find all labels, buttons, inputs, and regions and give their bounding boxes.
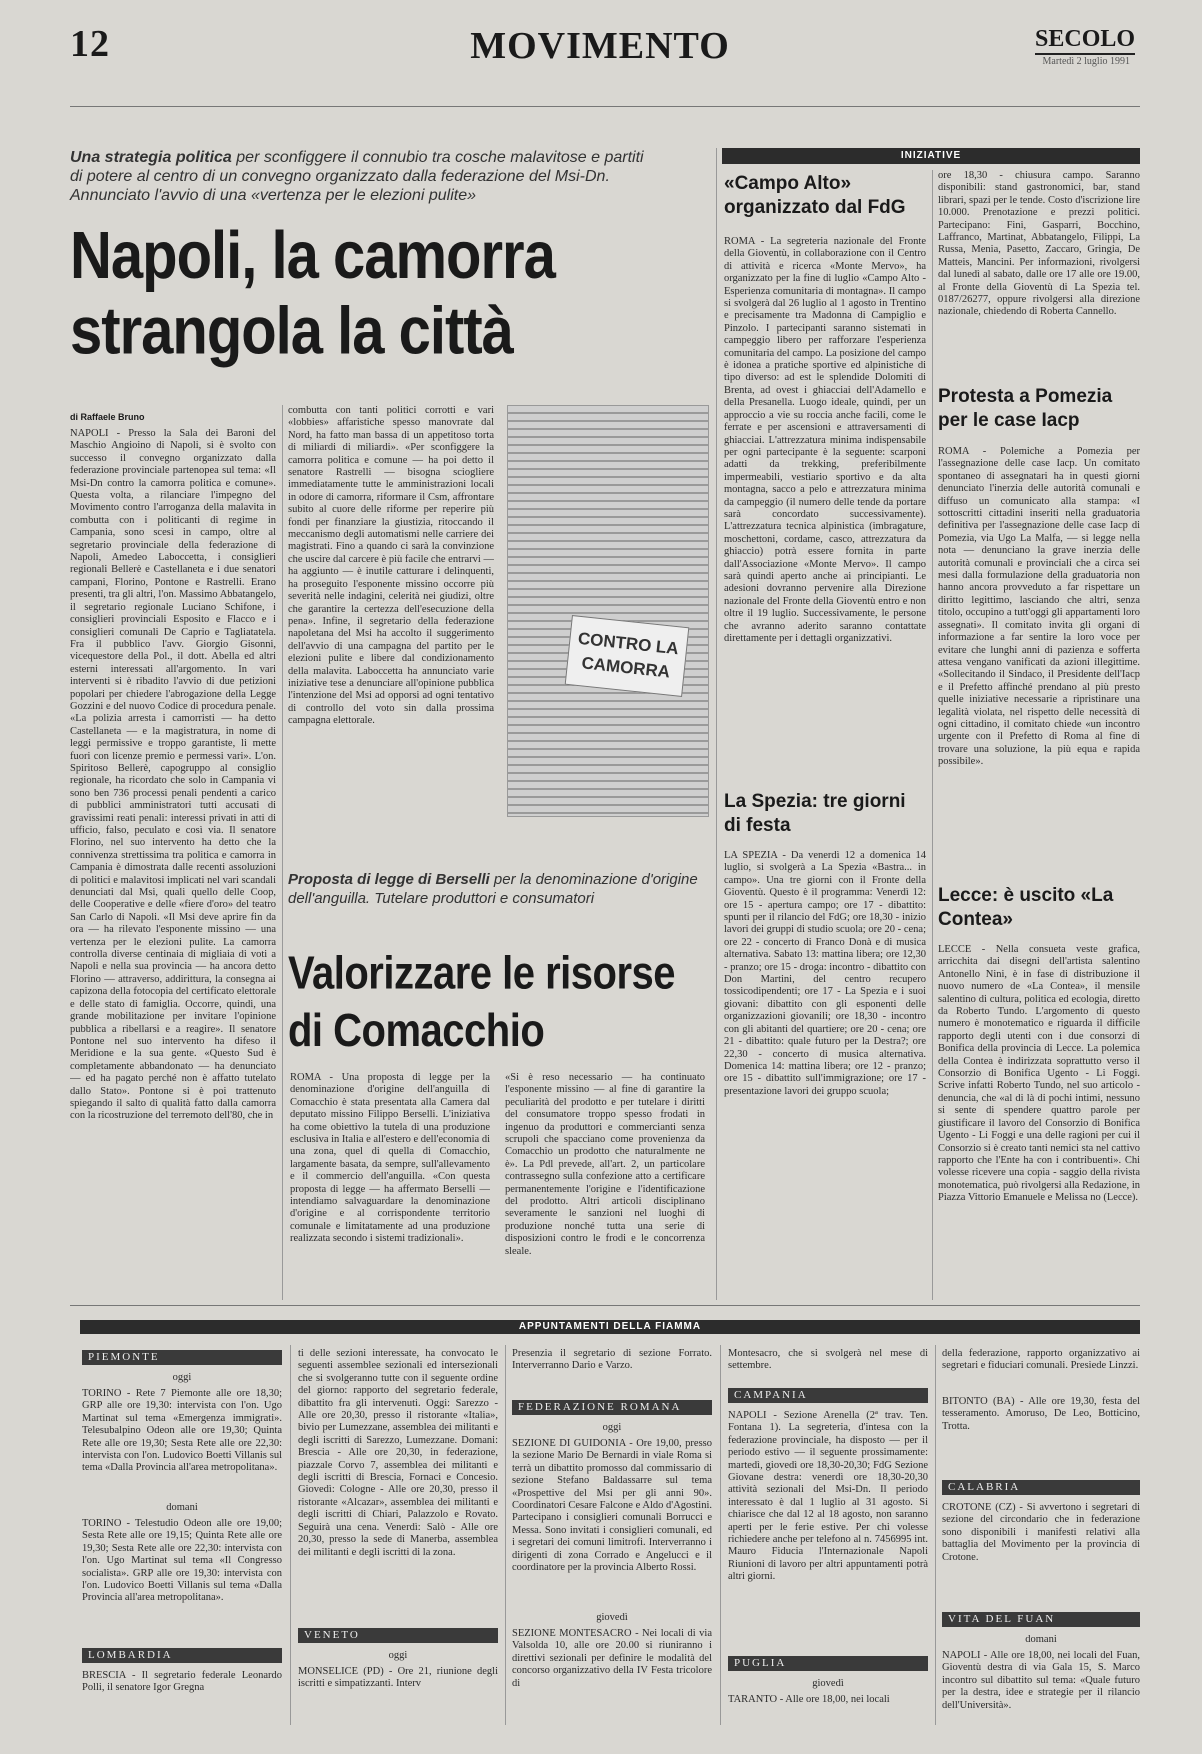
lecce-text: LECCE - Nella consueta veste grafica, arricchita dai disegni dell'artista salentino Antonello Nini, è in fase di distribuzione il nuovo numero de «La Contea», il mensile salentino di cultura, politica ed ecologia, diretto da Roberto Tundo. L'argomento di questo numero è monotematico e riguarda il difficile rapporto degli utenti con i due consorzi di Bonifica della provincia di Lecce. La polemica della Contea è indirizzata soprattutto verso il Consorzio di Bonifica Ugento - Li Foggi. Scrive infatti Roberto Tundo, nel suo articolo - denuncia, che «al di là di pochi intimi, nessuno si sente di spendere quattro parole per giustificare il lavoro del Consorzio di Bonifica Ugento - Li Foggi e una delle ragioni per cui il Consorzio si è creato tanti nemici sta nel cattivo rapporto che l'Ente ha con i contribuenti». Chi volesse ricevere una copia - saggio della rivista monotematica, può rivolgersi alla Redazione, in Piazza Vittorio Emanuele e Melissa no (Lecce). [938, 944, 1140, 1204]
spezia-text-cont: ore 18,30 - chiusura campo. Saranno disponibili: stand gastronomici, bar, stand librari, spazi per le tende. Costo d'iscrizione lire 10.000. Prenotazione e prezzi politici. Partecipano: Fini, Gasparri, Bocchino, Laffranco, Martinat, Abbatangelo, Filippi, La Russa, Menia, Pasetto, Zaccaro, Gringia, De Matteis, Mancini. Per informazioni, rivolgersi dal lunedì al sabato, dalle ore 17 alle ore 19.00, al Fronte della Gioventù di La Spezia tel. 0187/26277, oppure rivolgersi alla direzione nazionale, chiedendo di Roberta Cannello. [938, 170, 1140, 318]
vita-domani: domani [1025, 1634, 1057, 1645]
section-title: MOVIMENTO [470, 25, 730, 67]
region-piemonte: PIEMONTE [82, 1350, 282, 1365]
appuntamenti-bar: APPUNTAMENTI DELLA FIAMMA [80, 1320, 1140, 1334]
bitonto-text: BITONTO (BA) - Alle ore 19,30, festa del tesseramento. Amoruso, De Leo, Botticino, Trotta. [942, 1396, 1140, 1432]
col5-text: della federazione, rapporto organizzativo ai segretari e fiduciari comunali. Presiede Linzzi. [942, 1348, 1140, 1372]
region-puglia: PUGLIA [728, 1656, 928, 1671]
fed-text: SEZIONE DI GUIDONIA - Ore 19,00, presso la sezione Mario De Bernardi in viale Roma si terrà un dibattito promosso dal commissario di sezione Stefano Baldassarre sul tema «Prospettive del Msi per gli anni 90». Coordinatori Cesare Falcone e Aldo d'Agostini. Partecipano i consiglieri comunali Borrucci e Messa. Sono invitati i consiglieri comunali, ed i segretari dei comuni limitrofi. Interverranno i dirigenti di zona Corrado e Angelucci e il coordinatore per la provincia Alberto Rossi. [512, 1438, 712, 1574]
fed-text-2: SEZIONE MONTESACRO - Nei locali di via Valsolda 10, alle ore 20.00 si riuniranno i direttivi sezionali per definire le modalità del concorso organizzativo della IV Festa tricolore di [512, 1628, 712, 1689]
pomezia-headline: Protesta a Pomezia per le case Iacp [938, 386, 1113, 431]
column-rule [290, 1345, 291, 1725]
veneto-oggi: oggi [388, 1650, 408, 1661]
puglia-giovedi: giovedì [812, 1678, 844, 1689]
iniziative-bar: INIZIATIVE [722, 148, 1140, 164]
column-rule [932, 170, 933, 1300]
region-vita-del-fuan: VITA DEL FUAN [942, 1612, 1140, 1627]
region-calabria: CALABRIA [942, 1480, 1140, 1495]
region-federazione-romana: FEDERAZIONE ROMANA [512, 1400, 712, 1415]
second-column-2: «Si è reso necessario — ha continuato l'esponente missino — al fine di garantire la peculiarità del prodotto e per tutelare i diritti del consumatore troppo spesso frodati in ingenuo da produttori e commercianti senza scrupoli che spacciano come provenienza da Comacchio un prodotto che naturalmente ne è». La Pdl prevede, all'art. 2, un particolare contrassegno sulla confezione atto a certificare permanentemente l'origine e l'identificazione del prodotto. Altri articoli disciplinano severamente le sanzioni nel luoghi di produzione nonché tutta una serie di disposizioni contro le frodi e le concorrenza sleale. [505, 1072, 705, 1257]
campania-text: NAPOLI - Sezione Arenella (2ª trav. Ten. Fontana 1). La segreteria, d'intesa con la federazione provinciale, ha disposto — per il periodo estivo — il seguente prossimamente: martedì, giovedì ore 18,30-20,30; FdG Sezione Giovane destra: venerdì ore 18,30-20,30 attività sezionali del Msi-Dn. Il periodo interessato è dal 1 luglio al 31 agosto. Si chiarisce che dal 12 al 18 agosto, non saranno aperti per le ferie estive. Per chi volesse richiedere anche per telefono al n. 7456995 int. Mauro Fiducia l'Internazionale Napoli Riunioni di lavoro per altri appuntamenti potrà altri giorni. [728, 1410, 928, 1583]
calabria-text: CROTONE (CZ) - Si avvertono i segretari di sezione del circondario che in federazione sono disponibili i manifesti relativi alla battaglia del Movimento per la provincia di Crotone. [942, 1502, 1140, 1563]
column-rule [282, 405, 283, 1300]
column-rule [935, 1345, 936, 1725]
spezia-text: LA SPEZIA - Da venerdì 12 a domenica 14 luglio, si svolgerà a La Spezia «Bastra... in campo». Una tre giorni con il Fronte della Gioventù. Questo è il programma: Venerdì 12: ore 15 - apertura campo; ore 17 - dibattito: spunti per il rilancio del FdG; ore 18,30 - inizio lavori dei gruppi di studio scuola; ore 20 - cena; ore 22 - concerto di Franco Donà e di musica alternativa. Sabato 13: mattina libera; ore 12,30 - pranzo; ore 15 - droga: incontro - dibattito con Don Martini, del centro recupero tossicodipendenti; ore 17 - La Spezia e i suoi giovani: dibattito con gli esponenti delle organizzazioni giovanili; ore 18,30 - incontro con gli abitanti del quartiere; ore 20 - cena; ore 21 - dibattito: quale futuro per la Destra?; ore 22,30 - concerto di musica alternativa. Domenica 14: mattina libera; ore 12 - pranzo; ore 15 - dibattito sull'immigrazione; ore 17 - presentazione lavori dei gruppo scuola; [724, 850, 926, 1097]
campo-alto-text: ROMA - La segreteria nazionale del Fronte della Gioventù, in collaborazione con il Centro di attività e ricerca «Monte Mervo», ha organizzato per la fine di luglio «Campo Alto - Esperienza comunitaria di montagna». Il campo si svolgerà dal 26 luglio al 1 agosto in Trentino e precisamente tra Madonna di Campiglio e Pinzolo. I partecipanti saranno sistemati in campeggio libero per rafforzare l'esperienza comunitaria del campo. La posizione del campo è idonea a pratiche sportive ed alpinistiche di tipo diverso: ad est le splendide Dolomiti di Brenta, ad ovest i ghiacciai dell'Adamello e della Presanella. Luogo ideale, quindi, per un approccio a vie su roccia anche facili, come le ferrate e per ascensioni e attraversamenti di ghiacciai. L'attrezzatura minima indispensabile per ogni partecipante è la seguente: scarponi adatti da trekking, preferibilmente impermeabili, vestiario sportivo e da alta montagna, sacco a pelo e attrezzatura minima da campeggio (il numero delle tende da portare sarà concordato successivamente). L'attrezzatura tecnica alpinistica (imbragature, moschettoni, cordame, casco, attrezzatura da ghiaccio) potrà essere fornita in parte dall'Associazione «Monte Mervo». Il campo sarà quindi aperto anche ai principianti. Le adesioni dovranno pervenire alla Direzione nazionale del Fronte della Gioventù entro e non oltre il 19 luglio. Successivamente, le persone che avranno aderito saranno contattate direttamente per i dettagli organizzativi. [724, 236, 926, 644]
second-kicker-rest: per la denominazione d'origine dell'anguilla. Tutelare produttori e consumatori [288, 871, 698, 907]
lead-byline: di Raffaele Bruno [70, 412, 145, 422]
column-rule [716, 148, 717, 1300]
col4-text: Montesacro, che si svolgerà nel mese di settembre. [728, 1348, 928, 1372]
second-kicker [288, 870, 708, 908]
region-campania: CAMPANIA [728, 1388, 928, 1403]
spezia-headline: La Spezia: tre giorni di festa [724, 791, 906, 836]
lead-kicker-rest: per sconfiggere il connubio tra cosche malavitose e partiti di potere al centro di un convegno organizzato dalla federazione del Msi-Dn. Annunciato l'avvio di una «vertenza per le elezioni pulite» [70, 149, 644, 204]
pomezia-text: ROMA - Polemiche a Pomezia per l'assegnazione delle case Iacp. Un comitato spontaneo di assegnatari ha in questi giorni denunciato l'inerzia delle autorità comunali e diffuso un comunicato alla stampa: «I sottoscritti cittadini inseriti nella graduatoria definitiva per l'assegnazione delle case Iacp di Pomezia, via Ugo La Malfa, — si legge nella nota — denunciano la grave inerzia delle autorità comunali e provinciali che a circa sei mesi dalla formulazione della graduatoria non hanno ancora provveduto a far rispettare un diritto legittimo, lasciando che altri, senza titolo, occupino a tutt'oggi gli appartamenti loro assegnati». Il comitato invita gli organi di informazione a far sentire la loro voce per evitare che lunghi anni di pazienza e sofferta attesa vengano vanificati da azioni illegittime. «Sollecitando il Sindaco, il Presidente dell'Iacp e il Prefetto affinché prendano al più presto quelle iniziative necessarie a ripristinare una legalità violata, nel rispetto delle necessità di ogni cittadino, il comitato chiede «un incontro urgente con il Prefetto di Roma al fine di trovare una soluzione, la più equa e rapida possibile». [938, 446, 1140, 768]
piemonte-domani: domani [166, 1502, 198, 1513]
camorra-photo [507, 405, 709, 817]
lombardia-text: BRESCIA - Il segretario federale Leonardo Polli, il senatore Igor Gregna [82, 1670, 282, 1694]
section-rule [70, 1305, 1140, 1306]
newspaper-name: SECOLO [1035, 26, 1135, 55]
puglia-text: TARANTO - Alle ore 18,00, nei locali [728, 1694, 890, 1705]
fed-giovedi: giovedì [596, 1612, 628, 1623]
second-column-1: ROMA - Una proposta di legge per la denominazione d'origine dell'anguilla di Comacchio è stata presentata alla Camera dal deputato missino Filippo Berselli. L'iniziativa ha come obiettivo la tutela di una produzione esclusiva in Italia e all'estero e dell'economia di una zona, quel di quella di Comacchio, largamente basata, da sempre, sull'allevamento e il commercio dell'anguilla. «Con questa proposta di legge — ha affermato Berselli — intendiamo salvaguardare la denominazione d'origine e al corrispondente territorio comunale e limitatamente ad una produzione realizzata secondo i sistemi tradizionali». [290, 1072, 490, 1245]
lead-headline: Napoli, la camorra strangola la città [70, 218, 555, 369]
lombardia-text-cont: ti delle sezioni interessate, ha convocato le seguenti assemblee sezionali ed intersezionali che si svolgeranno tutte con il seguente ordine del giorno: rapporto del segretario federale, dibattito fra gli intervenuti. Oggi: Sarezzo - Alle ore 20,30, presso il ristorante «Italia», bivio per Lumezzane, assemblea dei militanti e degli iscritti di Sarezzo, Lumezzane. Domani: Brescia - Alle ore 20,30, in federazione, piazzale Corvo 7, assemblea dei militanti e degli iscritti di Brescia, Fornaci e Concesio. Giovedì: Cologne - Alle ore 20,30, presso il ristorante «Alcazar», assemblea dei militanti e degli iscritti di Chiari, Palazzolo e Rovato. Seguirà una cena. Venerdì: Salò - Alle ore 20,30, presso la sede di Manerba, assemblea dei militanti e degli iscritti di la zona. [298, 1348, 498, 1558]
col3-text: Presenzia il segretario di sezione Forrato. Interverranno Dario e Varzo. [512, 1348, 712, 1372]
column-rule [505, 1345, 506, 1725]
photo-sign: CONTRO LA CAMORRA [565, 615, 690, 697]
campo-alto-headline: «Campo Alto» organizzato dal FdG [724, 173, 906, 218]
second-headline: Valorizzare le risorse di Comacchio [288, 948, 676, 1057]
veneto-text: MONSELICE (PD) - Ore 21, riunione degli iscritti e simpatizzanti. Interv [298, 1666, 498, 1690]
piemonte-oggi: oggi [172, 1372, 192, 1383]
column-rule [720, 1345, 721, 1725]
region-veneto: VENETO [298, 1628, 498, 1643]
masthead-rule [70, 106, 1140, 107]
region-lombardia: LOMBARDIA [82, 1648, 282, 1663]
second-kicker-bold: Proposta di legge di Berselli [288, 871, 490, 888]
fed-oggi: oggi [602, 1422, 622, 1433]
lead-column-2: combutta con tanti politici corrotti e vari «lobbies» affaristiche spesso manovrate dal Nord, ha fatto man bassa di un appetitoso torta di miliardi di miliardi». «Per sconfiggere la camorra politica e comune — ha poi detto il senatore Rastrelli — bisogna sciogliere immediatamente tutte le amministrazioni locali in odore di camorra, riformare il Csm, affrontare subito al cuore delle riforme per reperire più fondi per finanziare la giustizia, ritoccando il meccanismo degli automatismi nelle carriere dei magistrati. Fino a quando ci sarà la convinzione che uscire dal carcere è più facile che entrarvi — ha aggiunto — è inutile catturare i delinquenti, ha proseguito l'esponente missino occorre più severità nelle indagini, celerità nei giudizi, oltre che garantire la certezza dell'esecuzione della pena». Infine, il segretario della federazione napoletana del Msi ha accolto il suggerimento dell'avvio di una campagna del partito per le elezioni pulite e libere dal condizionamento della malavita. Laboccetta ha annunciato varie iniziative tese a denunciare all'opinione pubblica l'intenzione del Msi ad opporsi ad ogni tentativo di controllo del voto sin dalla prossima campagna elettorale. [288, 405, 494, 727]
lead-kicker [70, 148, 650, 205]
piemonte-text-1: TORINO - Rete 7 Piemonte alle ore 18,30; GRP alle ore 19,30: intervista con l'on. Ugo Martinat sul tema «Emergenza immigrati». Telesubalpino Odeon alle ore 19,30; Quinta Rete alle ore 19,30; Sesta Rete alle ore 22,30: intervista con l'on. Ludovico Boetti Villanis sul tema «Dalla Provincia all'area metropolitana». [82, 1388, 282, 1474]
issue-date: Martedì 2 luglio 1991 [1042, 56, 1130, 67]
lead-kicker-bold: Una strategia politica [70, 149, 232, 166]
vita-text: NAPOLI - Alle ore 18,00, nei locali del Fuan, Gioventù destra di via Gala 15, S. Marco incontro sul dibattito sul tema: «Quale futuro per la destra, idee e strategie per il rilancio dell'Università». [942, 1650, 1140, 1711]
piemonte-text-2: TORINO - Telestudio Odeon alle ore 19,00; Sesta Rete alle ore 19,15; Quinta Rete alle ore 19,30; Sesta Rete alle ore 22,30: intervista con l'on. Ugo Martinat sul tema «Il Congresso socialista». GRP alle ore 19,30: intervista con l'on. Ludovico Boetti Villanis sul tema «Dalla Provincia all'area metropolitana». [82, 1518, 282, 1604]
page-number: 12 [70, 23, 110, 65]
lecce-headline: Lecce: è uscito «La Contea» [938, 885, 1114, 930]
lead-column-1: NAPOLI - Presso la Sala dei Baroni del Maschio Angioino di Napoli, si è svolto con successo il convegno organizzato dalla federazione provinciale partenopea sul tema: «Il Msi-Dn contro la camorra politica e comune». Questa volta, a rilanciare l'impegno del Movimento contro l'arroganza della malavita in combutta con i politicanti di regime in Campania, sono scesi in campo, oltre al segretario provinciale della federazione di Napoli, Amedeo Laboccetta, i consiglieri regionali Bellerè e Castellaneta e i due senatori campani, Florino, Pontone e Rastrelli. Erano presenti, tra gli altri, l'on. Massimo Abbatangelo, il segretario regionale Luciano Schifone, i consiglieri provinciali Esposito e Flacco e i consiglieri comunali De Caprio e Tagliatatela. Fra il pubblico l'avv. Giorgio Gisonni, vicequestore della Pol., il dott. Abella ed altri esterni interessati all'argomento. In vari interventi si è ribadito l'avvio di due petizioni popolari per chiedere l'abrogazione della Legge Gozzini e del nuovo Codice di procedura penale. «La polizia arresta i camorristi — ha detto Castellaneta — e la magistratura, in nome di leggi permissive e troppo garantiste, li mette fuori con licenze premio e permessi vari». L'on. Spiritoso Bellerè, capogruppo al consiglio regionale, ha ricordato che solo in Campania vi sono ben 736 processi penali pendenti a carico di pubblici amministratori tutti accusati di gravissimi reati penali: interessi privati in atti di ufficio, falso, peculato e così via. Il senatore Florino, nel suo intervento ha detto che la connivenza strettissima tra politica e camorra in Campania è dimostrata dalle recenti assoluzioni di politici e malavitosi implicati nel vari scandali denunciati dal Msi, quali quello delle Coop, delle Cooperative e delle «fiere d'oro» del teatro San Carlo di Napoli. «Il Msi deve aprire fin da ora — ha rilevato l'esponente missino — una vertenza per le elezioni pulite. La camorra controlla diverse centinaia di migliaia di voti a Napoli e nella sua provincia — ha ancora detto Florino — attraverso, addirittura, la consegna ai capizona della fotocopia del certificato elettorale e delle stato di famiglia. Occorre, quindi, una grande mobilitazione per invitare l'opinione pubblica a ribellarsi e a reagire». Il senatore Pontone nel suo intervento ha difeso il Meridione e la sua gente. «Questo Sud è completamente abbandonato — ha denunciato — ed ha pagato perché non è affatto tutelato dallo Stato». Pontone si è poi trattenuto spiegando il salto di qualità fatto dalla camorra con la ricostruzione del terremoto dell'80, che in [70, 428, 276, 1122]
